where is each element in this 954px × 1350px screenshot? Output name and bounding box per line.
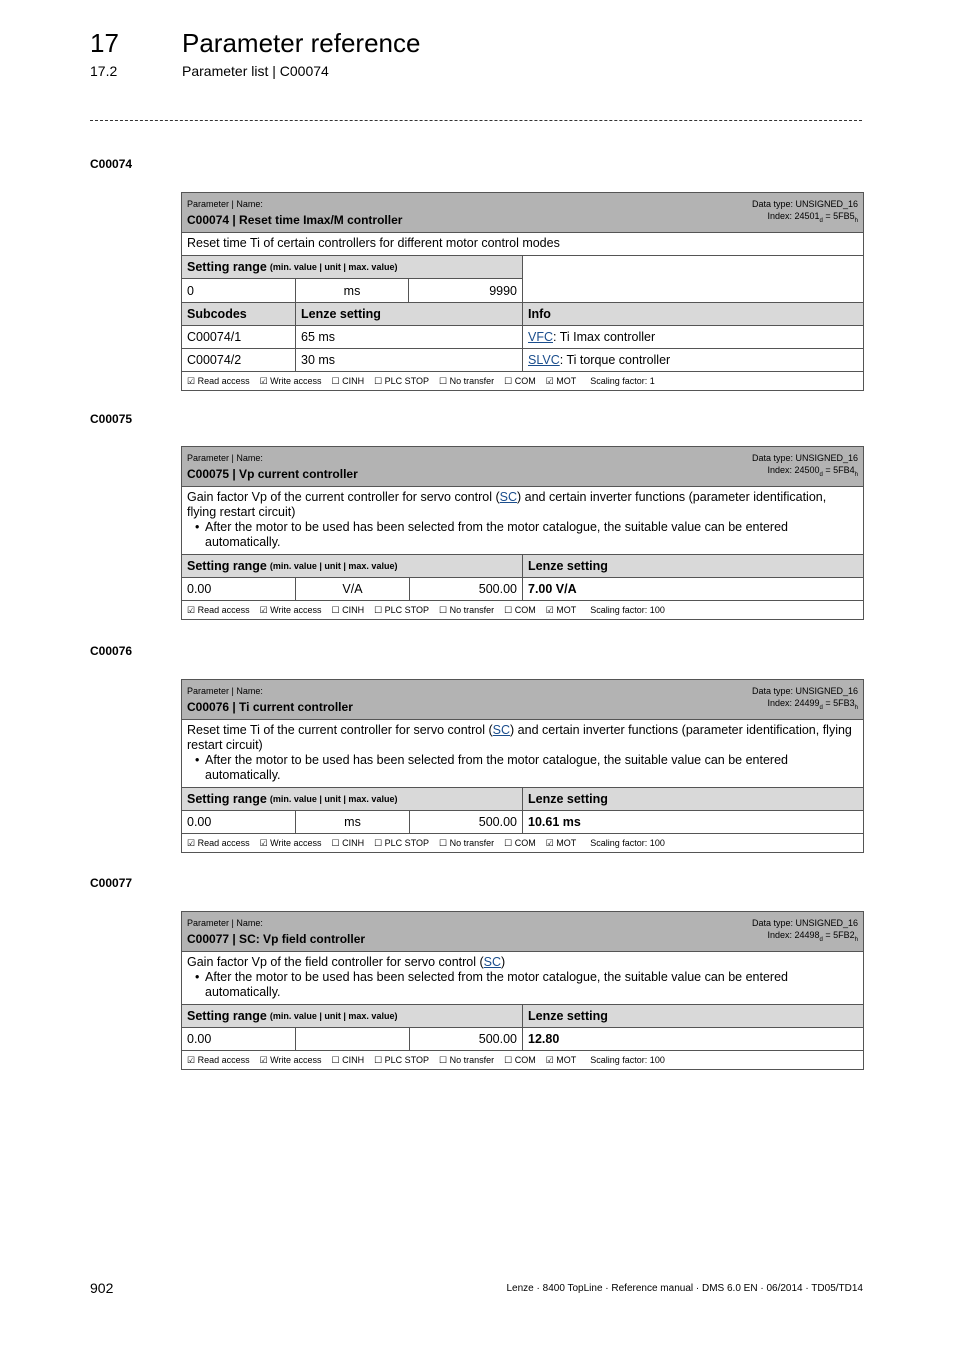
- data-type: Data type: UNSIGNED_16: [751, 918, 858, 928]
- max-value: 500.00: [410, 578, 523, 600]
- vfc-link[interactable]: VFC: [528, 330, 553, 344]
- scaling-factor: Scaling factor: 1: [590, 376, 655, 386]
- scaling-factor: Scaling factor: 100: [590, 605, 665, 615]
- cinh: ☐ CINH: [331, 1054, 365, 1065]
- plc-stop: ☐ PLC STOP: [374, 604, 430, 615]
- param-name: C00075 | Vp current controller: [187, 467, 358, 481]
- param-table-c00075: [181, 446, 864, 620]
- subcode: C00074/1: [182, 326, 296, 348]
- param-table-header: [182, 447, 863, 487]
- info-header: Info: [528, 307, 551, 321]
- param-table-header: [182, 680, 863, 720]
- param-heading-c00077: C00077: [90, 876, 133, 890]
- param-table-header: [182, 193, 863, 233]
- data-type: Data type: UNSIGNED_16: [751, 453, 858, 463]
- unit: ms: [296, 811, 410, 833]
- param-table-c00076: [181, 679, 864, 853]
- chapter-number: 17: [90, 28, 119, 58]
- param-name-label: Parameter | Name:: [187, 918, 263, 928]
- lenze-setting-value: 7.00 V/A: [528, 582, 577, 596]
- max-value: 9990: [489, 283, 518, 298]
- param-index: Index: $24500_d = 5FB4_h$: [767, 465, 858, 478]
- min-value: 0.00: [182, 811, 296, 833]
- param-index: Index: $24499_d = 5FB3_h$: [767, 698, 858, 711]
- unit: ms: [296, 279, 410, 302]
- access-row: [182, 1051, 863, 1069]
- no-transfer: ☐ No transfer: [439, 1054, 495, 1065]
- subcode: C00074/2: [182, 349, 296, 371]
- com: ☐ COM: [504, 604, 536, 615]
- write-access: ☑ Write access: [259, 1054, 322, 1065]
- page-number: 902: [90, 1280, 114, 1296]
- setting-range-label: Setting range (min. value | unit | max. value): [187, 260, 398, 274]
- access-row: [182, 601, 863, 619]
- unit: V/A: [296, 578, 410, 600]
- access-row: [182, 834, 863, 852]
- read-access: ☑ Read access: [187, 375, 250, 386]
- com: ☐ COM: [504, 375, 536, 386]
- mot: ☑ MOT: [545, 604, 577, 615]
- param-name-label: Parameter | Name:: [187, 199, 263, 209]
- no-transfer: ☐ No transfer: [439, 375, 495, 386]
- bullet-item: • After the motor to be used has been selected from the motor catalogue, the suitable value can be entered automatically.: [195, 520, 858, 550]
- com: ☐ COM: [504, 837, 536, 848]
- setting-range-label: Setting range (min. value | unit | max. value): [182, 788, 523, 810]
- info-cell: VFC : Ti Imax controller: [528, 330, 656, 344]
- cinh: ☐ CINH: [331, 837, 365, 848]
- param-description: Reset time Ti of certain controllers for different motor control modes: [182, 233, 863, 256]
- mot: ☑ MOT: [545, 375, 577, 386]
- bullet-item: • After the motor to be used has been selected from the motor catalogue, the suitable value can be entered automatically.: [195, 753, 858, 783]
- param-name-label: Parameter | Name:: [187, 686, 263, 696]
- lenze-setting-header: Lenze setting: [528, 792, 608, 806]
- lenze-setting-value: 30 ms: [296, 349, 523, 371]
- subcodes-header: Subcodes: [182, 303, 296, 325]
- document-info: Lenze · 8400 TopLine · Reference manual · DMS 6.0 EN · 06/2014 · TD05/TD14: [506, 1283, 863, 1294]
- slvc-link[interactable]: SLVC: [528, 353, 560, 367]
- param-description: Gain factor Vp of the current controller for servo control (SC) and certain inverter functions (parameter identification, flying restart circuit) • After the motor to be used has been selected from the motor catalogue, the suitable value can be entered automatically.: [182, 487, 863, 555]
- cinh: ☐ CINH: [331, 604, 365, 615]
- cinh: ☐ CINH: [331, 375, 365, 386]
- data-type: Data type: UNSIGNED_16: [751, 199, 858, 209]
- scaling-factor: Scaling factor: 100: [590, 838, 665, 848]
- read-access: ☑ Read access: [187, 604, 250, 615]
- lenze-setting-header: Lenze setting: [528, 1009, 608, 1023]
- param-name: C00076 | Ti current controller: [187, 700, 353, 714]
- min-value: 0.00: [182, 1028, 296, 1050]
- lenze-setting-header: Lenze setting: [528, 559, 608, 573]
- lenze-setting-value: 12.80: [528, 1032, 560, 1046]
- scaling-factor: Scaling factor: 100: [590, 1055, 665, 1065]
- param-description: Gain factor Vp of the field controller for servo control (SC) • After the motor to be used has been selected from the motor catalogue, the suitable value can be entered automatically.: [182, 952, 863, 1005]
- param-name: C00074 | Reset time Imax/M controller: [187, 213, 403, 227]
- setting-range-label: Setting range (min. value | unit | max. value): [182, 1005, 523, 1027]
- param-heading-c00076: C00076: [90, 644, 133, 658]
- sc-link[interactable]: SC: [499, 490, 518, 504]
- param-name: C00077 | SC: Vp field controller: [187, 932, 366, 946]
- lenze-setting-value: 10.61 ms: [528, 815, 581, 829]
- write-access: ☑ Write access: [259, 837, 322, 848]
- info-cell: SLVC : Ti torque controller: [528, 353, 671, 367]
- param-table-c00077: [181, 911, 864, 1070]
- lenze-setting-header: Lenze setting: [296, 303, 523, 325]
- param-description: Reset time Ti of the current controller for servo control (SC) and certain inverter functions (parameter identification, flying restart circuit) • After the motor to be used has been selected from the motor catalogue, the suitable value can be entered automatically.: [182, 720, 863, 788]
- section-number: 17.2: [90, 63, 118, 79]
- min-value: 0.00: [182, 578, 296, 600]
- max-value: 500.00: [410, 1028, 523, 1050]
- param-name-label: Parameter | Name:: [187, 453, 263, 463]
- param-heading-c00075: C00075: [90, 412, 133, 426]
- sc-link[interactable]: SC: [483, 955, 502, 969]
- table-row: [182, 349, 863, 372]
- com: ☐ COM: [504, 1054, 536, 1065]
- lenze-setting-value: 65 ms: [296, 326, 523, 348]
- no-transfer: ☐ No transfer: [439, 604, 495, 615]
- param-table-c00074: [181, 192, 864, 391]
- param-index: Index: $24498_d = 5FB2_h$: [767, 930, 858, 943]
- max-value: 500.00: [410, 811, 523, 833]
- plc-stop: ☐ PLC STOP: [374, 1054, 430, 1065]
- bullet-item: • After the motor to be used has been selected from the motor catalogue, the suitable value can be entered automatically.: [195, 970, 858, 1000]
- unit: [296, 1028, 410, 1050]
- chapter-title: Parameter reference: [182, 28, 421, 58]
- write-access: ☑ Write access: [259, 604, 322, 615]
- empty-cell: [523, 256, 863, 302]
- table-row: [182, 326, 863, 349]
- plc-stop: ☐ PLC STOP: [374, 375, 430, 386]
- sc-link[interactable]: SC: [492, 723, 511, 737]
- read-access: ☑ Read access: [187, 837, 250, 848]
- param-index: Index: $24501_d = 5FB5_h$: [767, 211, 858, 224]
- data-type: Data type: UNSIGNED_16: [751, 686, 858, 696]
- read-access: ☑ Read access: [187, 1054, 250, 1065]
- mot: ☑ MOT: [545, 837, 577, 848]
- param-table-header: [182, 912, 863, 952]
- setting-range-label: Setting range (min. value | unit | max. value): [182, 555, 523, 577]
- section-title: Parameter list | C00074: [182, 63, 329, 79]
- mot: ☑ MOT: [545, 1054, 577, 1065]
- param-heading-c00074: C00074: [90, 157, 133, 171]
- access-row: [182, 372, 863, 390]
- plc-stop: ☐ PLC STOP: [374, 837, 430, 848]
- min-value: 0: [182, 279, 296, 302]
- write-access: ☑ Write access: [259, 375, 322, 386]
- no-transfer: ☐ No transfer: [439, 837, 495, 848]
- header-divider: [90, 120, 862, 121]
